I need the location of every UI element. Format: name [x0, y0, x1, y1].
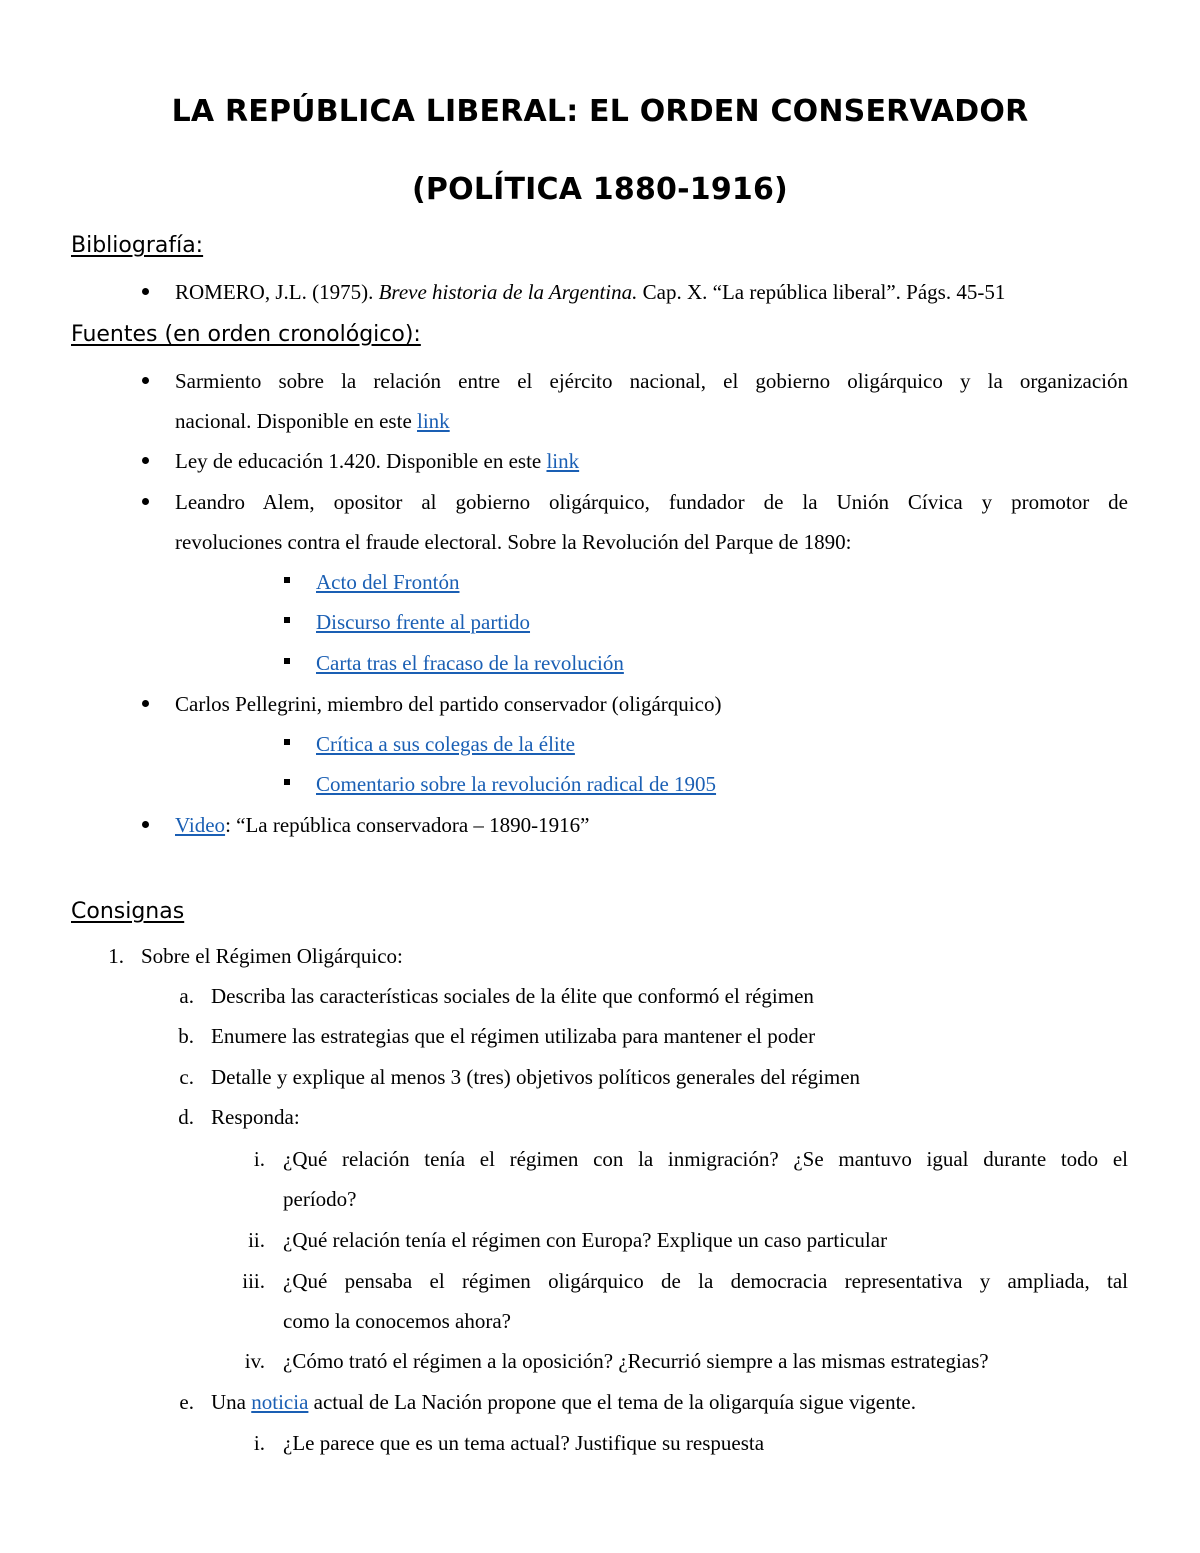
list-marker: iii. — [242, 1269, 265, 1293]
square-bullet-icon — [284, 577, 290, 583]
fuentes-heading: Fuentes (en orden cronológico): — [71, 322, 421, 347]
fuente-alem-line2: revoluciones contra el fraude electoral. Sobre la Revolución del Parque de 1890: — [175, 530, 852, 554]
square-bullet-icon — [284, 617, 290, 623]
consigna-1e — [211, 1390, 916, 1414]
square-bullet-icon — [284, 779, 290, 785]
bib-rest: Cap. X. “La república liberal”. Págs. 45-51 — [637, 280, 1006, 304]
bullet-icon — [142, 700, 149, 707]
critica-elite-link[interactable]: Crítica a sus colegas de la élite — [316, 732, 575, 756]
bib-author: ROMERO, J.L. (1975). — [175, 280, 379, 304]
video-description: : “La república conservadora – 1890-1916” — [225, 813, 590, 837]
consigna-1d-i-line2: período? — [283, 1187, 357, 1211]
list-marker: i. — [253, 1147, 265, 1171]
list-marker: 1. — [108, 944, 124, 968]
consigna-1d: Responda: — [211, 1105, 300, 1129]
consigna-1e-rest: actual de La Nación propone que el tema de la oligarquía sigue vigente. — [308, 1390, 917, 1414]
consigna-1d-ii: ¿Qué relación tenía el régimen con Europa? Explique un caso particular — [283, 1228, 888, 1252]
fuente-ley-text: Ley de educación 1.420. Disponible en este — [175, 449, 547, 473]
video-link[interactable]: Video — [175, 813, 226, 837]
discurso-partido-link[interactable]: Discurso frente al partido — [316, 610, 531, 634]
consigna-1e-prefix: Una — [211, 1390, 252, 1414]
bullet-icon — [142, 457, 149, 464]
page-title: LA REPÚBLICA LIBERAL: EL ORDEN CONSERVADOR — [171, 94, 1029, 129]
carta-fracaso-link[interactable]: Carta tras el fracaso de la revolución — [316, 651, 624, 675]
fuente-video — [175, 813, 590, 837]
consigna-1c: Detalle y explique al menos 3 (tres) objetivos políticos generales del régimen — [211, 1065, 861, 1089]
list-marker: e. — [179, 1390, 194, 1414]
square-bullet-icon — [284, 739, 290, 745]
consignas-heading: Consignas — [71, 899, 185, 924]
list-marker: b. — [178, 1024, 194, 1048]
list-marker: i. — [253, 1431, 265, 1455]
ley-link[interactable]: link — [546, 449, 580, 473]
consigna-1a: Describa las características sociales de la élite que conformó el régimen — [211, 984, 814, 1008]
consigna-1d-i-line1: ¿Qué relación tenía el régimen con la inmigración? ¿Se mantuvo igual durante todo el — [283, 1147, 1128, 1171]
bullet-icon — [142, 821, 149, 828]
consigna-1: Sobre el Régimen Oligárquico: — [141, 944, 403, 968]
list-marker: a. — [179, 984, 194, 1008]
list-marker: ii. — [248, 1228, 265, 1252]
fuente-pellegrini: Carlos Pellegrini, miembro del partido conservador (oligárquico) — [175, 692, 722, 716]
list-marker: iv. — [244, 1349, 265, 1373]
consigna-1e-i: ¿Le parece que es un tema actual? Justifique su respuesta — [283, 1431, 765, 1455]
fuente-sarmiento-line1: Sarmiento sobre la relación entre el ejército nacional, el gobierno oligárquico y la organización — [175, 369, 1128, 393]
sarmiento-link[interactable]: link — [417, 409, 450, 433]
page-subtitle: (POLÍTICA 1880-1916) — [412, 172, 788, 207]
revolucion-1905-link[interactable]: Comentario sobre la revolución radical de 1905 — [316, 772, 717, 796]
square-bullet-icon — [284, 658, 290, 664]
bullet-icon — [142, 498, 149, 505]
fuente-sarmiento-text: nacional. Disponible en este — [175, 409, 418, 433]
bullet-icon — [142, 288, 149, 295]
list-marker: c. — [179, 1065, 194, 1089]
noticia-link[interactable]: noticia — [251, 1390, 309, 1414]
consigna-1d-iii-line1: ¿Qué pensaba el régimen oligárquico de la democracia representativa y ampliada, tal — [283, 1269, 1128, 1293]
bib-book-title: Breve historia de la Argentina. — [378, 280, 638, 304]
fuente-alem-line1: Leandro Alem, opositor al gobierno oligárquico, fundador de la Unión Cívica y promotor de — [175, 490, 1128, 514]
bibliografia-item — [175, 280, 1005, 304]
consigna-1b: Enumere las estrategias que el régimen utilizaba para mantener el poder — [211, 1024, 816, 1048]
list-marker: d. — [178, 1105, 194, 1129]
consigna-1d-iii-line2: como la conocemos ahora? — [283, 1309, 511, 1333]
bibliografia-heading: Bibliografía: — [71, 233, 204, 258]
bullet-icon — [142, 377, 149, 384]
fuente-sarmiento-line2 — [175, 409, 450, 433]
acto-fronton-link[interactable]: Acto del Frontón — [316, 570, 460, 594]
fuente-ley — [175, 449, 579, 473]
consigna-1d-iv: ¿Cómo trató el régimen a la oposición? ¿Recurrió siempre a las mismas estrategias? — [283, 1349, 989, 1373]
